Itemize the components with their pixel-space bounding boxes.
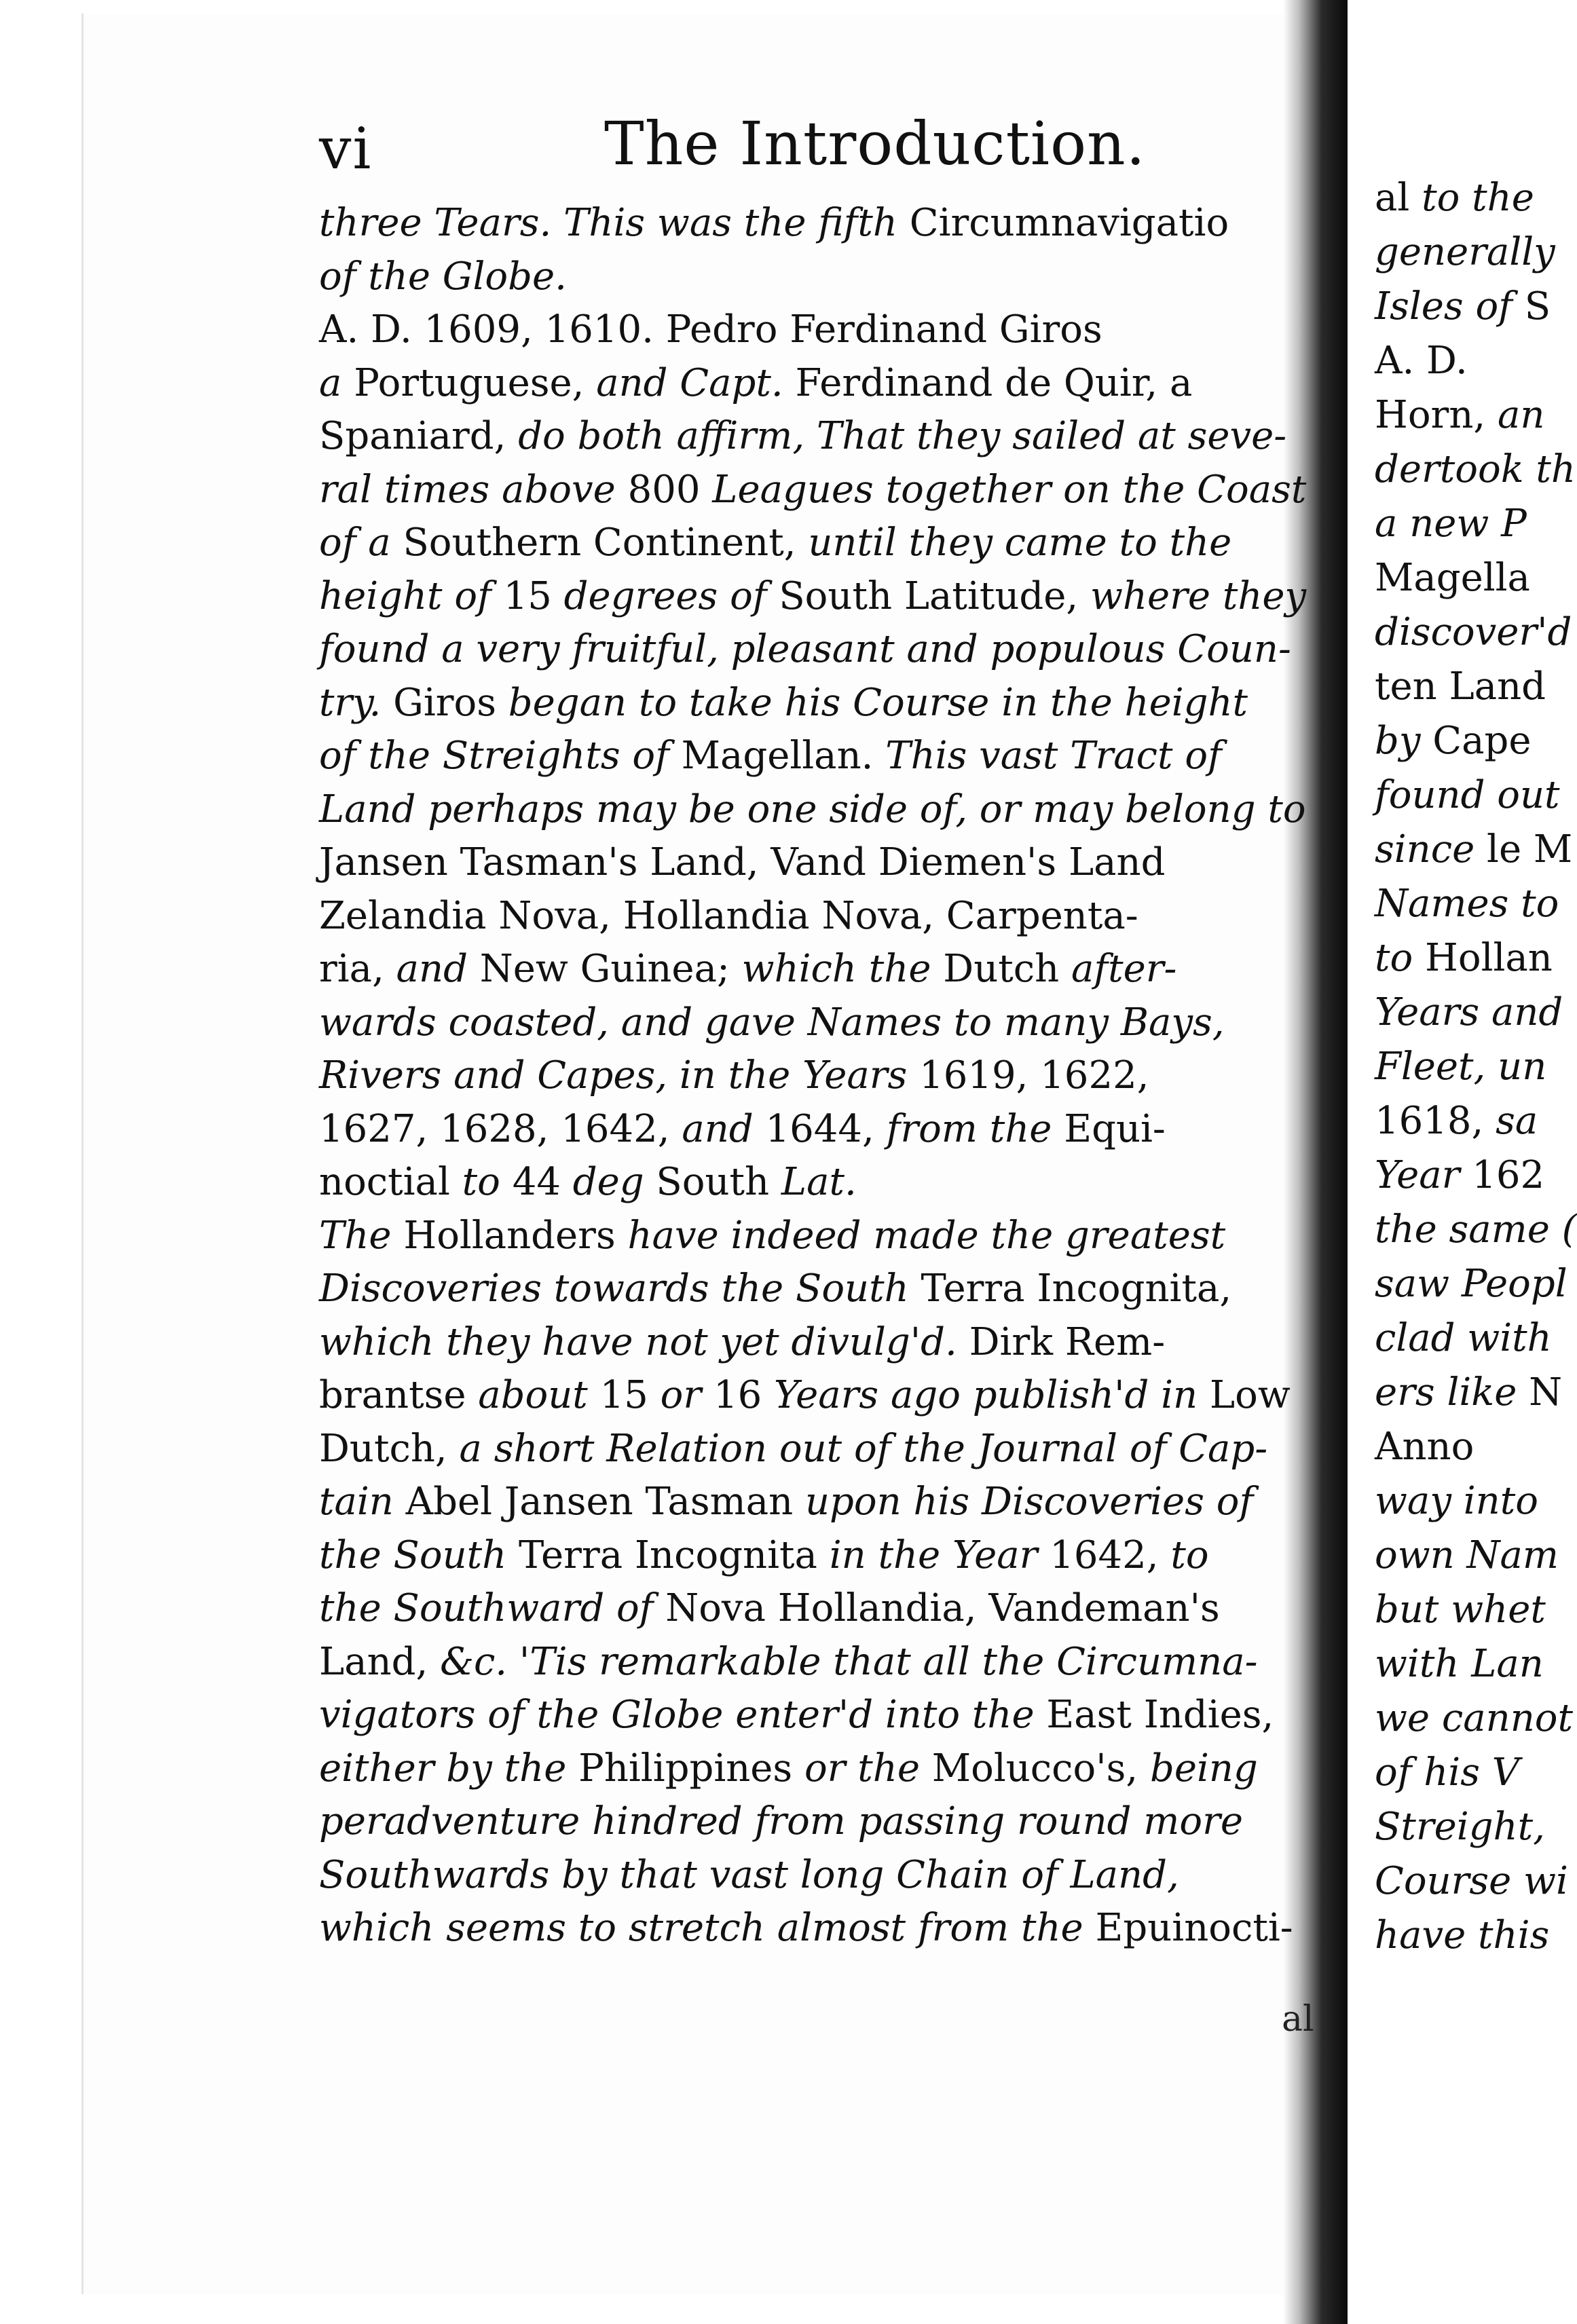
text-segment: noctial — [319, 1160, 462, 1204]
text-segment: and — [682, 1106, 766, 1151]
text-segment: clad with — [1375, 1316, 1552, 1360]
text-line — [319, 357, 1297, 411]
text-segment: Land perhaps may be one side of, or may belong to — [319, 787, 1306, 831]
text-line — [1375, 1909, 1551, 1963]
text-segment: a — [319, 360, 354, 405]
text-line — [1375, 551, 1551, 605]
text-segment: Zelandia Nova, Hollandia Nova, Carpenta- — [319, 893, 1138, 938]
text-segment: The — [319, 1213, 404, 1258]
text-line — [1375, 443, 1576, 497]
text-line — [1375, 171, 1551, 225]
text-segment: three Tears. — [319, 201, 564, 245]
text-line — [319, 1529, 1297, 1583]
right-page-text — [1375, 171, 1577, 1963]
text-line — [319, 1103, 1297, 1157]
text-segment: Terra Incognita — [519, 1533, 830, 1577]
text-line — [319, 410, 1297, 464]
text-line — [319, 517, 1297, 570]
text-segment: to — [1170, 1533, 1209, 1577]
text-segment: generally — [1375, 230, 1555, 274]
text-line — [319, 1210, 1297, 1263]
text-line — [1375, 225, 1555, 280]
text-segment: Rivers and Capes, in the Years — [319, 1053, 920, 1098]
text-segment: Streight, — [1375, 1805, 1545, 1849]
text-segment: Fleet, un — [1375, 1045, 1547, 1089]
text-line — [319, 1742, 1297, 1796]
text-segment: where they — [1090, 574, 1307, 618]
text-line — [1375, 1311, 1551, 1366]
text-segment: Southwards by that vast long Chain of Land, — [319, 1852, 1179, 1897]
text-segment: of a — [319, 521, 403, 565]
running-title: The Introduction. — [604, 109, 1146, 179]
text-segment: 15 — [503, 574, 564, 618]
text-segment: Jansen Tasman's Land, Vand Diemen's Land — [319, 840, 1166, 884]
text-segment: wards coasted, and gave Names to many Bays, — [319, 1000, 1225, 1045]
text-segment: Nova Hollandia, Vandeman's — [665, 1586, 1220, 1630]
text-segment: Dirk Rem- — [969, 1319, 1166, 1364]
text-line — [1375, 1800, 1551, 1854]
text-line — [319, 197, 1297, 250]
text-segment: Low — [1209, 1373, 1291, 1417]
text-segment: Names to — [1375, 882, 1559, 926]
text-segment: N — [1529, 1370, 1563, 1414]
text-line — [1375, 1637, 1551, 1691]
text-line — [319, 623, 1297, 677]
text-segment: or the — [804, 1746, 932, 1791]
text-segment: South — [656, 1160, 781, 1204]
text-segment: Land, — [319, 1639, 441, 1684]
text-line — [319, 730, 1297, 783]
text-line — [1375, 1691, 1573, 1746]
text-segment: which the — [741, 947, 944, 991]
text-segment: Equi- — [1064, 1106, 1166, 1151]
text-segment: Cape — [1432, 719, 1532, 763]
text-segment: a new P — [1375, 502, 1527, 546]
text-segment: &c. 'Tis remarkable that all the Circumna- — [440, 1639, 1258, 1684]
text-segment: 1618, — [1375, 1099, 1496, 1143]
text-segment: dertook th — [1375, 447, 1576, 491]
text-segment: Epuinocti- — [1095, 1906, 1293, 1950]
text-segment: Dutch, — [319, 1426, 460, 1471]
text-line — [1375, 388, 1551, 443]
text-segment: Years ago publish'd in — [774, 1373, 1210, 1417]
text-line — [319, 1476, 1297, 1529]
text-segment: an — [1498, 393, 1545, 437]
text-line — [1375, 605, 1572, 660]
text-segment: Ferdinand de Quir, a — [795, 360, 1193, 405]
text-segment: Discoveries towards the South — [319, 1267, 921, 1311]
text-line — [1375, 1529, 1559, 1583]
text-line — [319, 1636, 1297, 1689]
text-line — [319, 943, 1297, 996]
text-segment: Molucco's, — [931, 1746, 1150, 1791]
text-line — [1375, 1148, 1551, 1203]
text-line — [319, 1369, 1297, 1423]
text-segment: by — [1375, 719, 1433, 763]
text-line — [1375, 823, 1573, 877]
text-segment: ers like — [1375, 1370, 1529, 1414]
text-segment: height of — [319, 574, 504, 618]
text-segment: 1627, 1628, 1642, — [319, 1106, 682, 1151]
text-line — [1375, 1366, 1563, 1420]
text-segment: New Guinea; — [479, 947, 742, 991]
text-segment: but whet — [1375, 1588, 1546, 1632]
text-line — [1375, 1583, 1551, 1637]
text-segment: found out — [1375, 773, 1560, 817]
text-line — [319, 890, 1297, 943]
text-segment: S — [1524, 284, 1551, 329]
text-line — [319, 1849, 1297, 1903]
text-segment: do both affirm, That they sailed at seve- — [518, 414, 1287, 458]
right-page — [1348, 0, 1577, 2324]
text-line — [1375, 280, 1551, 334]
text-segment: Year — [1375, 1153, 1472, 1197]
text-line — [1375, 1854, 1568, 1909]
text-segment: Anno — [1375, 1425, 1474, 1469]
text-segment: the Southward of — [319, 1586, 666, 1630]
text-segment: Spaniard, — [319, 414, 519, 458]
text-line — [319, 464, 1307, 517]
text-segment: about — [478, 1373, 600, 1417]
text-segment: of the Streights of — [319, 734, 682, 778]
text-segment: we cannot — [1375, 1696, 1573, 1740]
text-segment: 44 — [512, 1160, 573, 1204]
text-line — [1375, 1474, 1551, 1529]
text-line — [319, 1049, 1297, 1103]
text-segment: which they have not yet divulg'd. — [319, 1319, 969, 1364]
text-line — [319, 996, 1297, 1050]
text-segment: tain — [319, 1480, 406, 1524]
text-line — [319, 250, 1297, 304]
text-segment: began to take his Course in the height — [508, 680, 1248, 725]
text-segment: Giros — [393, 680, 508, 725]
text-segment: saw Peopl — [1375, 1262, 1567, 1306]
text-segment: either by the — [319, 1746, 579, 1791]
text-segment: A. D. 1609, 1610. Pedro Ferdinand Giros — [319, 307, 1102, 352]
text-segment: 1644, — [765, 1106, 887, 1151]
text-line — [1375, 768, 1560, 823]
text-line — [1375, 931, 1551, 986]
text-segment: Lat. — [781, 1160, 857, 1204]
text-segment: South Latitude, — [779, 574, 1090, 618]
text-segment: which seems to stretch almost from the — [319, 1906, 1096, 1950]
text-segment: 1619, 1622, — [919, 1053, 1149, 1098]
text-segment: Terra Incognita, — [921, 1267, 1232, 1311]
text-segment: vigators of the Globe enter'd into the — [319, 1693, 1047, 1737]
catchword: al — [1282, 1999, 1314, 2040]
text-segment: have indeed made the greatest — [627, 1213, 1226, 1258]
text-line — [319, 677, 1297, 730]
text-line — [319, 1262, 1297, 1316]
text-line — [319, 1423, 1297, 1476]
text-segment: Circumnavigatio — [909, 201, 1229, 245]
text-line — [1375, 1257, 1567, 1311]
text-segment: Course wi — [1375, 1859, 1568, 1903]
text-segment: Abel Jansen Tasman — [405, 1480, 805, 1524]
text-segment: have this — [1375, 1913, 1550, 1957]
text-segment: the same ( — [1375, 1207, 1577, 1252]
text-line — [1375, 986, 1563, 1040]
text-segment: discover'd — [1375, 610, 1572, 654]
text-segment: East Indies, — [1046, 1693, 1274, 1737]
text-segment: brantse — [319, 1373, 479, 1417]
text-line — [319, 1902, 1297, 1955]
text-line — [1375, 334, 1551, 388]
text-line — [1375, 1040, 1551, 1094]
text-line — [1375, 1746, 1551, 1800]
text-line — [1375, 1094, 1551, 1148]
page-header — [319, 102, 1283, 190]
text-segment: since — [1375, 827, 1487, 872]
text-segment: sa — [1496, 1099, 1538, 1143]
text-segment: or — [660, 1373, 713, 1417]
text-segment: the South — [319, 1533, 519, 1577]
text-line — [1375, 877, 1559, 931]
text-line — [319, 836, 1297, 890]
text-line — [319, 570, 1307, 624]
text-segment: ral times above — [319, 467, 628, 512]
text-segment: al — [1375, 176, 1422, 220]
text-segment: in the Year — [829, 1533, 1050, 1577]
text-segment: ria, — [319, 947, 396, 991]
text-line — [1375, 714, 1551, 768]
left-page-text — [319, 197, 1307, 1955]
text-segment: with Lan — [1375, 1642, 1544, 1686]
text-segment: ten Land — [1375, 664, 1546, 709]
page-number: vi — [319, 115, 373, 182]
text-line — [319, 1582, 1297, 1636]
text-segment: a short Relation out of the Journal of Cap- — [459, 1426, 1268, 1471]
text-line — [319, 1689, 1297, 1742]
text-line — [1375, 660, 1551, 714]
text-segment: to — [1375, 936, 1426, 980]
text-segment: Magellan. — [681, 734, 886, 778]
text-segment: way into — [1375, 1479, 1538, 1523]
text-segment: being — [1149, 1746, 1258, 1791]
text-line — [1375, 1420, 1551, 1474]
text-line — [1375, 497, 1551, 551]
text-line — [319, 1156, 1297, 1210]
text-line — [319, 783, 1306, 837]
text-segment: try. — [319, 680, 394, 725]
text-segment: Horn, — [1375, 393, 1498, 437]
text-segment: Leagues together on the Coast — [712, 467, 1307, 512]
text-segment: Portuguese, — [354, 360, 597, 405]
text-segment: 800 — [627, 467, 713, 512]
text-segment: until they came to the — [808, 521, 1232, 565]
text-segment: This vast Tract of — [885, 734, 1222, 778]
text-segment: le M — [1487, 827, 1573, 872]
text-segment: This was the fifth — [563, 201, 910, 245]
text-segment: Philippines — [578, 1746, 804, 1791]
text-segment: Isles of — [1375, 284, 1525, 329]
text-segment: A. D. — [1375, 339, 1468, 383]
text-segment: to the — [1422, 176, 1534, 220]
text-segment: own Nam — [1375, 1533, 1559, 1577]
text-segment: 1642, — [1050, 1533, 1171, 1577]
text-segment: 15 — [599, 1373, 661, 1417]
text-line — [319, 1795, 1297, 1849]
text-segment: Southern Continent, — [403, 521, 809, 565]
text-segment: 16 — [713, 1373, 775, 1417]
text-segment: of his V — [1375, 1750, 1520, 1795]
text-line — [1375, 1203, 1577, 1257]
text-line — [319, 1316, 1297, 1370]
text-segment: Hollanders — [403, 1213, 628, 1258]
text-segment: deg — [572, 1160, 656, 1204]
text-segment: and Capt. — [596, 360, 796, 405]
text-segment: Years and — [1375, 990, 1563, 1034]
text-segment: peradventure hindred from passing round more — [319, 1799, 1244, 1843]
text-segment: degrees of — [563, 574, 779, 618]
text-segment: found a very fruitful, pleasant and populous Coun- — [319, 627, 1291, 671]
text-segment: upon his Discoveries of — [804, 1480, 1254, 1524]
text-segment: 162 — [1472, 1153, 1545, 1197]
text-segment: of the Globe. — [319, 254, 567, 299]
text-segment: Magella — [1375, 556, 1530, 600]
text-segment: Dutch — [943, 947, 1071, 991]
text-segment: and — [396, 947, 480, 991]
text-segment: to — [462, 1160, 513, 1204]
text-segment: from the — [886, 1106, 1064, 1151]
text-segment: after- — [1071, 947, 1177, 991]
text-segment: Hollan — [1425, 936, 1553, 980]
text-line — [319, 303, 1297, 357]
